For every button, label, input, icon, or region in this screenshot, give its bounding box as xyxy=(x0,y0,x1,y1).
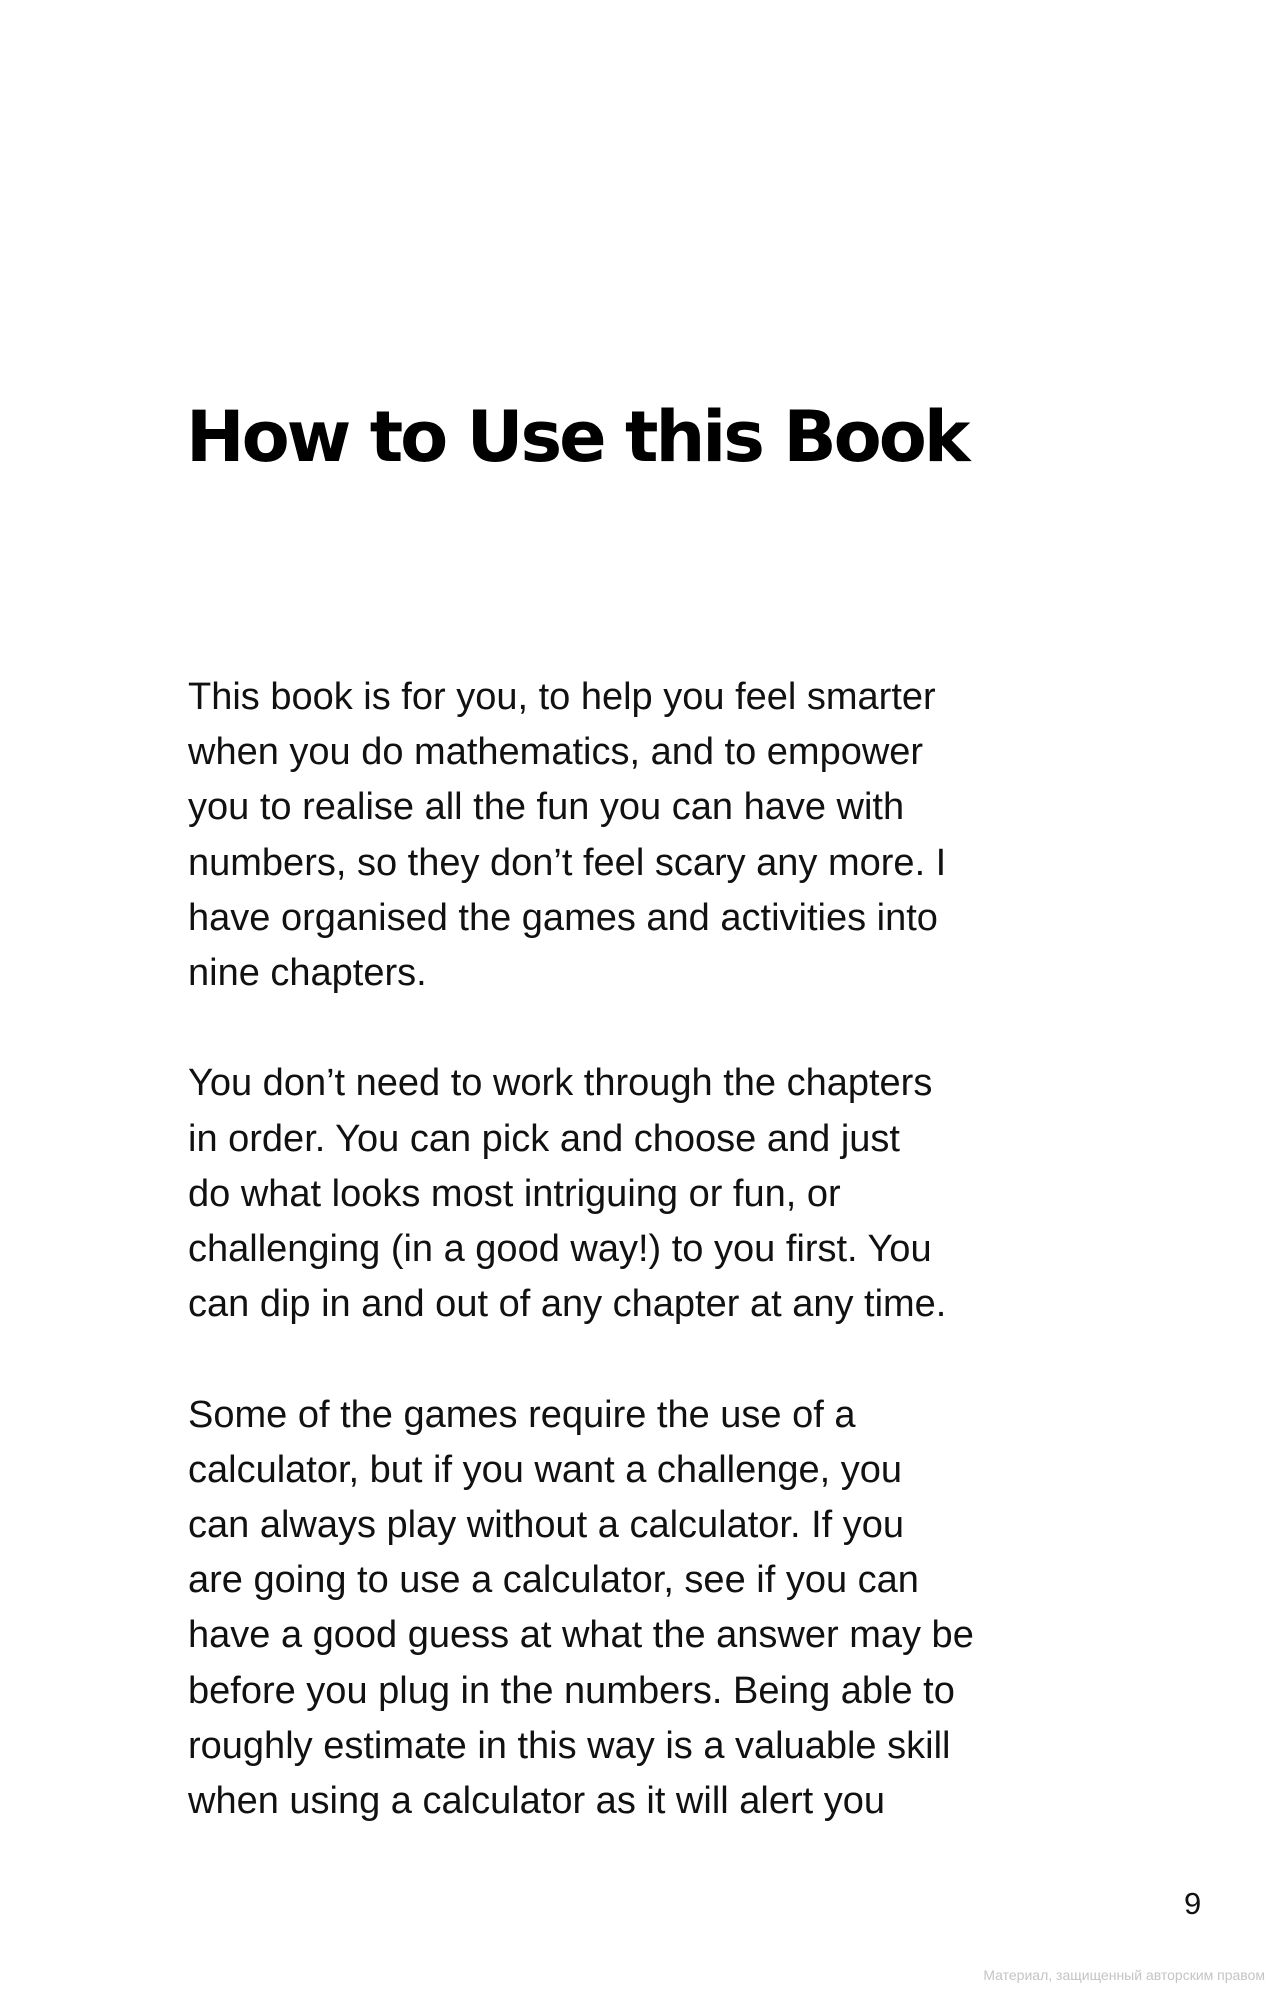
copyright-watermark: Материал, защищенный авторским правом xyxy=(983,1967,1265,1983)
text-line: This book is for you, to help you feel smarter xyxy=(188,676,936,718)
text-line: You don’t need to work through the chapters xyxy=(188,1062,933,1105)
text-line: can dip in and out of any chapter at any time. xyxy=(188,1283,947,1326)
text-line: have a good guess at what the answer may be xyxy=(188,1614,974,1657)
text-line: do what looks most intriguing or fun, or xyxy=(188,1172,841,1215)
text-line: numbers, so they don’t feel scary any more. I xyxy=(188,841,947,884)
page-number: 9 xyxy=(1184,1886,1202,1921)
text-line: Some of the games require the use of a xyxy=(188,1393,856,1436)
page-title: How to Use this Book xyxy=(186,396,968,478)
text-line: challenging (in a good way!) to you ﬁrst. You xyxy=(188,1228,932,1271)
text-line: you to realise all the fun you can have with xyxy=(188,786,905,829)
paragraph-2 xyxy=(188,1056,1188,1332)
paragraph-1 xyxy=(188,670,1188,1001)
text-line: when using a calculator as it will alert you xyxy=(188,1780,886,1823)
text-line: calculator, but if you want a challenge, you xyxy=(188,1448,903,1491)
text-line: when you do mathematics, and to empower xyxy=(188,731,924,774)
body-text xyxy=(188,670,1188,1884)
text-line: have organised the games and activities into xyxy=(188,896,938,939)
text-line: can always play without a calculator. If you xyxy=(188,1504,905,1547)
text-line: before you plug in the numbers. Being able to xyxy=(188,1669,955,1712)
paragraph-3 xyxy=(188,1388,1188,1830)
text-line: are going to use a calculator, see if you can xyxy=(188,1559,919,1602)
text-line: roughly estimate in this way is a valuable skill xyxy=(188,1724,951,1767)
text-line: in order. You can pick and choose and just xyxy=(188,1117,900,1160)
text-line: nine chapters. xyxy=(188,952,427,995)
